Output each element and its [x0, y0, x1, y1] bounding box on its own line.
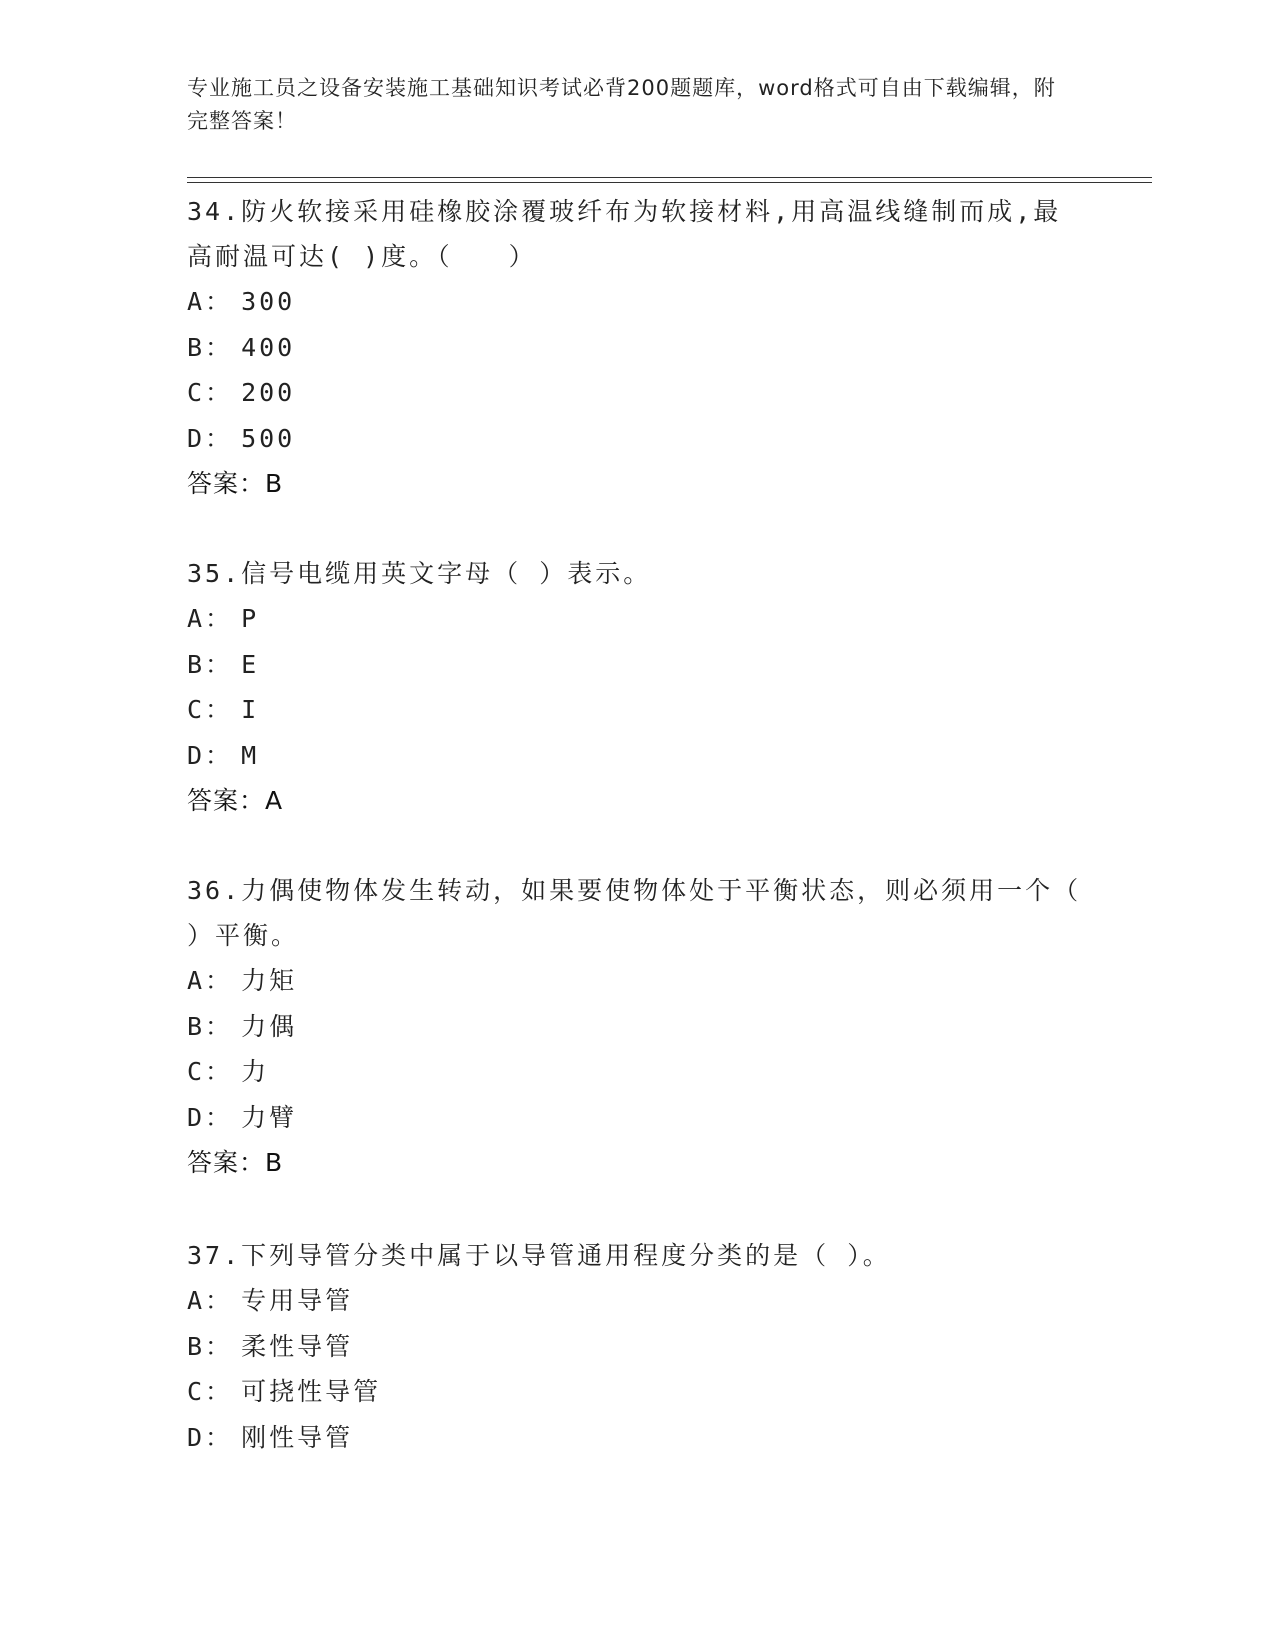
- option-d: [187, 1095, 1087, 1141]
- option-b: [187, 325, 1087, 371]
- option-key: A：: [187, 966, 234, 995]
- option-text: 刚性导管: [241, 1422, 354, 1452]
- question-35: [187, 551, 1087, 823]
- answer-label: 答案：: [187, 1148, 266, 1177]
- option-b: [187, 642, 1087, 688]
- answer-label: 答案：: [187, 786, 266, 815]
- answer-value: B: [265, 469, 284, 498]
- header-divider-bottom: [187, 182, 1152, 183]
- option-text: 400: [241, 332, 296, 362]
- question-stem: 37.下列导管分类中属于以导管通用程度分类的是（ ）。: [187, 1241, 891, 1270]
- option-key: B：: [187, 332, 234, 362]
- option-a: [187, 279, 1087, 325]
- option-text: 可挠性导管: [241, 1377, 382, 1406]
- option-d: [187, 733, 1087, 779]
- option-text: 专用导管: [241, 1286, 354, 1315]
- option-key: D：: [187, 423, 234, 453]
- option-c: [187, 687, 1087, 733]
- option-key: D：: [187, 740, 234, 770]
- answer-line: [187, 461, 1087, 506]
- option-text: I: [241, 695, 260, 724]
- answer-value: A: [265, 786, 284, 815]
- option-text: E: [241, 649, 260, 679]
- option-text: 500: [241, 423, 296, 453]
- answer-value: B: [265, 1148, 284, 1177]
- option-key: B：: [187, 1011, 234, 1041]
- option-text: 力矩: [241, 966, 298, 995]
- option-d: [187, 1415, 1087, 1461]
- option-c: [187, 1049, 1087, 1095]
- option-d: [187, 416, 1087, 462]
- question-stem: 36.力偶使物体发生转动，如果要使物体处于平衡状态，则必须用一个（ ）平衡。: [187, 876, 1082, 950]
- option-key: A：: [187, 1286, 234, 1315]
- option-key: D：: [187, 1102, 234, 1132]
- option-c: [187, 1369, 1087, 1415]
- option-key: C：: [187, 695, 234, 724]
- document-header: 专业施工员之设备安装施工基础知识考试必背200题题库，word格式可自由下载编辑，附完整答案！: [187, 76, 1056, 133]
- question-34: [187, 189, 1087, 506]
- option-key: A：: [187, 287, 234, 316]
- option-text: M: [241, 740, 260, 770]
- option-key: B：: [187, 649, 234, 679]
- option-key: A：: [187, 604, 234, 633]
- answer-line: [187, 1140, 1087, 1185]
- answer-line: [187, 778, 1087, 823]
- option-a: [187, 596, 1087, 642]
- option-key: B：: [187, 1331, 234, 1361]
- option-b: [187, 1324, 1087, 1370]
- question-36: [187, 868, 1087, 1185]
- answer-label: 答案：: [187, 469, 266, 498]
- option-a: [187, 1278, 1087, 1324]
- option-text: 力: [241, 1057, 270, 1086]
- option-key: D：: [187, 1422, 234, 1452]
- option-text: 柔性导管: [241, 1331, 354, 1361]
- question-stem: 35.信号电缆用英文字母（ ）表示。: [187, 559, 652, 588]
- option-key: C：: [187, 1377, 234, 1406]
- header-divider-top: [187, 177, 1152, 178]
- option-c: [187, 370, 1087, 416]
- option-key: C：: [187, 378, 234, 407]
- question-stem: 34.防火软接采用硅橡胶涂覆玻纤布为软接材料,用高温线缝制而成,最高耐温可达( )度。（ ）: [187, 197, 1062, 271]
- option-b: [187, 1004, 1087, 1050]
- question-37: [187, 1233, 1087, 1460]
- option-text: 力偶: [241, 1011, 298, 1041]
- option-text: 200: [241, 378, 296, 407]
- option-text: 力臂: [241, 1102, 298, 1132]
- option-a: [187, 958, 1087, 1004]
- option-text: P: [241, 604, 260, 633]
- option-key: C：: [187, 1057, 234, 1086]
- option-text: 300: [241, 287, 296, 316]
